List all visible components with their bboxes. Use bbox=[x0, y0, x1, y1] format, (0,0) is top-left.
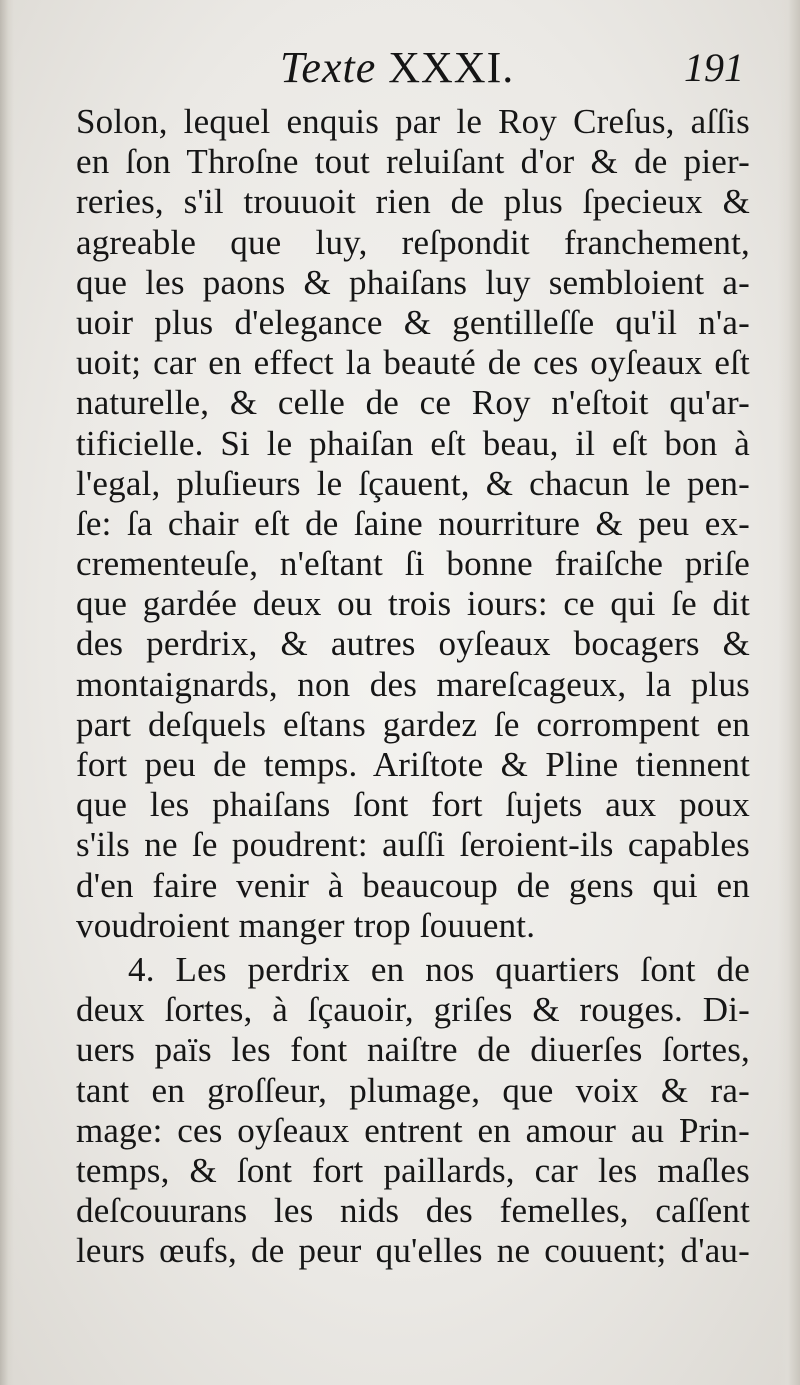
text-line: en ſon Throſne tout reluiſant d'or & de pier- bbox=[76, 142, 750, 182]
text-line: deux ſortes, à ſçauoir, griſes & rouges. Di- bbox=[76, 990, 750, 1030]
text-line: 4. Les perdrix en nos quartiers ſont de bbox=[128, 949, 750, 989]
running-title-italic: Texte bbox=[280, 43, 377, 92]
running-header bbox=[80, 40, 748, 102]
text-line: que les paons & phaiſans luy sembloient a- bbox=[76, 262, 750, 302]
page-edge-right bbox=[778, 0, 800, 1385]
text-line: Solon, lequel enquis par le Roy Creſus, aſſis bbox=[76, 102, 750, 141]
text-line: crementeuſe, n'eſtant ſi bonne fraiſche priſe bbox=[76, 544, 750, 584]
page-edge-left bbox=[0, 0, 14, 1385]
text-line: deſcouurans les nids des femelles, caſſent bbox=[76, 1191, 750, 1231]
text-line: ſe: ſa chair eſt de ſaine nourriture & peu ex- bbox=[76, 503, 750, 543]
text-line: l'egal, pluſieurs le ſçauent, & chacun le pen- bbox=[76, 463, 750, 503]
text-line: tant en groſſeur, plumage, que voix & ra- bbox=[76, 1070, 750, 1110]
paragraph-2 bbox=[76, 950, 750, 1272]
text-line: montaignards, non des mareſcageux, la plus bbox=[76, 664, 750, 704]
text-line: mage: ces oyſeaux entrent en amour au Prin- bbox=[76, 1110, 750, 1150]
text-line: leurs œufs, de peur qu'elles ne couuent; d'au- bbox=[76, 1231, 750, 1271]
text-line: voudroient manger trop ſouuent. bbox=[76, 905, 536, 945]
text-line: que gardée deux ou trois iours: ce qui ſe dit bbox=[76, 584, 750, 624]
text-line: d'en faire venir à beaucoup de gens qui en bbox=[76, 865, 750, 905]
text-line: que les phaiſans ſont fort ſujets aux poux bbox=[76, 785, 750, 825]
text-line: naturelle, & celle de ce Roy n'eſtoit qu'ar- bbox=[76, 383, 750, 423]
text-line: part deſquels eſtans gardez ſe corrompent en bbox=[76, 704, 750, 744]
body-text bbox=[76, 102, 750, 1271]
text-line: uoit; car en effect la beauté de ces oyſeaux eſt bbox=[76, 343, 750, 383]
running-title-numeral: XXXI. bbox=[376, 43, 515, 92]
text-line: des perdrix, & autres oyſeaux bocagers & bbox=[76, 624, 750, 664]
running-title bbox=[280, 42, 514, 93]
text-line: temps, & ſont fort paillards, car les maſles bbox=[76, 1150, 750, 1190]
text-line: uoir plus d'elegance & gentilleſſe qu'il n'a- bbox=[76, 302, 750, 342]
text-line: fort peu de temps. Ariſtote & Pline tiennent bbox=[76, 745, 750, 784]
text-line: tificielle. Si le phaiſan eſt beau, il eſt bon à bbox=[76, 423, 750, 463]
page-number: 191 bbox=[684, 45, 744, 90]
text-line: s'ils ne ſe poudrent: auſſi ſeroient-ils capables bbox=[76, 825, 750, 865]
text-line: uers païs les font naiſtre de diuerſes ſortes, bbox=[76, 1030, 750, 1070]
text-line: agreable que luy, reſpondit franchement, bbox=[76, 222, 750, 262]
text-line: reries, s'il trouuoit rien de plus ſpecieux & bbox=[76, 182, 750, 222]
paragraph-1 bbox=[76, 102, 750, 946]
